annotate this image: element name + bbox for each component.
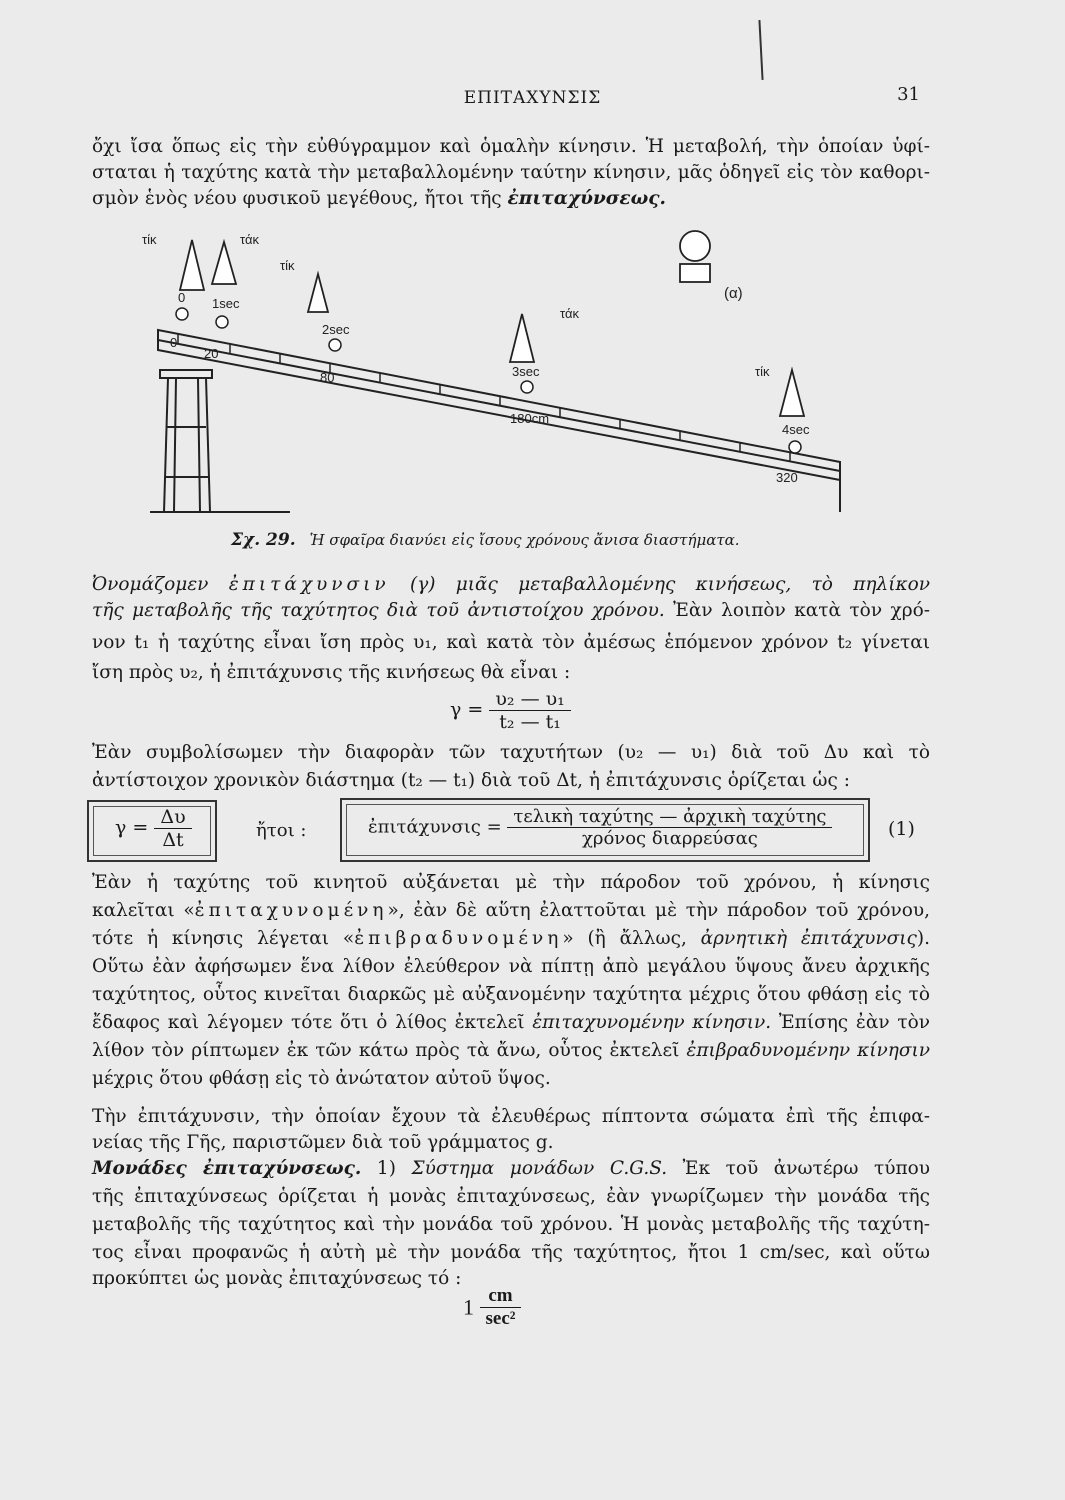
equation-fraction <box>507 806 832 849</box>
term-epitaxynsis: ἐπιτάχυνσιν <box>228 574 390 595</box>
tick-label: τίκ <box>280 258 295 273</box>
tick-label: τίκ <box>142 232 157 247</box>
caption-label: Σχ. 29. <box>231 530 296 550</box>
text-run: » (ἢ ἄλλως, <box>562 928 701 949</box>
stool-leg <box>206 378 210 512</box>
stool-seat <box>160 370 212 378</box>
term-acceleration: ἐπιταχύνσεως. <box>507 188 667 209</box>
metronome-icon <box>212 242 236 284</box>
paragraph-motion-line3 <box>92 926 930 952</box>
tick-label: τίκ <box>755 364 770 379</box>
paragraph-motion-line1: Ἐὰν ἡ ταχύτης τοῦ κινητοῦ αὐξάνεται μὲ τὴν πάροδον τοῦ χρόνου, ἡ κίνησις <box>92 872 930 893</box>
paragraph-delta-line1: Ἐὰν συμβολίσωμεν τὴν διαφορὰν τῶν ταχυτήτων (υ₂ — υ₁) διὰ τοῦ Δυ καὶ τὸ <box>92 742 930 763</box>
equation-number: (1) <box>888 818 915 840</box>
term-cgs-system: Σύστημα μονάδων C.G.S. <box>411 1158 668 1179</box>
paragraph-gravity-line1: Τὴν ἐπιτάχυνσιν, τὴν ὁποίαν ἔχουν τὰ ἐλευθέρως πίπτοντα σώματα ἐπὶ τῆς ἐπιφα- <box>92 1106 930 1127</box>
text-run: καλεῖται « <box>92 900 195 921</box>
text-run: Ἐπίσης ἐὰν τὸν <box>771 1012 930 1033</box>
time-label-3: 3sec <box>512 364 540 379</box>
term-negative-acceleration: ἀρνητικὴ ἐπιτάχυνσις <box>700 928 917 949</box>
text-run: τῆς μεταβολῆς τῆς ταχύτητος διὰ τοῦ ἀντιστοίχου χρόνου. <box>92 600 665 621</box>
fraction-numerator: τελικὴ ταχύτης — ἀρχικὴ ταχύτης <box>507 806 832 828</box>
figure-29-inclined-plane <box>140 222 860 522</box>
equation-lhs: γ = <box>450 698 484 721</box>
text-run: Ὀνομάζομεν <box>92 574 229 595</box>
ball-position-0 <box>176 308 188 320</box>
plank-groove <box>158 340 840 471</box>
equation-fraction <box>154 806 191 851</box>
stool-leg <box>174 378 176 512</box>
paragraph-motion-line8: μέχρις ὅτου φθάσῃ εἰς τὸ ἀνώτατον αὐτοῦ ὕψος. <box>92 1068 551 1089</box>
text-run: (γ) μιᾶς μεταβαλλομένης κινήσεως, τὸ πηλίκον <box>389 574 930 595</box>
page-number: 31 <box>897 84 920 105</box>
time-label-4: 4sec <box>782 422 810 437</box>
formula-verbal <box>368 806 832 849</box>
ball-position-2 <box>329 339 341 351</box>
ball-position-1 <box>216 316 228 328</box>
paragraph-motion-line6 <box>92 1010 930 1036</box>
metronome-icon <box>510 314 534 362</box>
text-run: Ἐκ τοῦ ἀνωτέρω τύπου <box>667 1158 931 1179</box>
text-run: ἔδαφος καὶ λέγομεν τότε ὅτι ὁ λίθος ἐκτελεῖ <box>92 1012 533 1033</box>
paragraph-motion-line5: ταχύτητος, οὗτος κινεῖται διαρκῶς μὲ αὐξανομένην ταχύτητα μέχρις ὅτου φθάσῃ εἰς τὸ <box>92 984 930 1005</box>
term-accelerated: ἐπιταχυνομένη <box>194 900 388 921</box>
equation-acceleration <box>450 688 571 733</box>
text-run: Ἐὰν λοιπὸν κατὰ τὸν χρό- <box>664 600 930 621</box>
paragraph-delta-line2: ἀντίστοιχον χρονικὸν διάστημα (t₂ — t₁) διὰ τοῦ Δt, ἡ ἐπιτάχυνσις ὁρίζεται ὡς : <box>92 770 850 791</box>
distance-label-320: 320 <box>776 470 798 485</box>
definition-line4: ἴση πρὸς υ₂, ἡ ἐπιτάχυνσις τῆς κινήσεως θὰ εἶναι : <box>92 662 571 683</box>
metronome-icon <box>308 274 328 312</box>
paragraph-units-line4: τος εἶναι προφανῶς ἡ αὐτὴ μὲ τὴν μονάδα τῆς ταχύτητος, ἤτοι 1 cm/sec, καὶ οὕτω <box>92 1242 930 1263</box>
page-header <box>0 80 1065 110</box>
distance-label-80: 80 <box>320 370 335 385</box>
time-label-0: 0 <box>178 290 186 305</box>
distance-label-0: 0 <box>170 335 178 350</box>
paragraph-units-line5: προκύπτει ὡς μονὰς ἐπιταχύνσεως τό : <box>92 1268 462 1289</box>
fraction-numerator: cm <box>480 1285 522 1308</box>
distance-label-20: 20 <box>204 346 219 361</box>
equation-lhs: γ = <box>115 816 149 839</box>
paragraph-units-line1 <box>92 1156 930 1182</box>
paragraph-intro-line1: ὄχι ἴσα ὅπως εἰς τὴν εὐθύγραμμον καὶ ὁμαλὴν κίνησιν. Ἡ μεταβολή, τὴν ὁποίαν ὑφί- <box>92 136 930 157</box>
fraction-numerator: Δυ <box>154 806 191 829</box>
text-run: », ἐὰν δὲ αὕτη ἐλαττοῦται μὲ τὴν πάροδον τοῦ χρόνου, <box>387 900 930 921</box>
term-accelerated-motion: ἐπιταχυνομένην κίνησιν. <box>532 1012 772 1033</box>
ball-stand <box>680 264 710 282</box>
stool-leg <box>198 378 200 512</box>
connector-text: ἤτοι : <box>256 820 307 841</box>
definition-line1 <box>92 572 930 598</box>
term-decelerated-motion: ἐπιβραδυνομένην κίνησιν <box>686 1040 930 1061</box>
time-label-2: 2sec <box>322 322 350 337</box>
tock-label: τάκ <box>240 232 259 247</box>
text-run: 1) <box>361 1158 412 1179</box>
text-run: λίθον τὸν ρίπτωμεν ἐκ τῶν κάτω πρὸς τὰ ἄνω, οὗτος ἐκτελεῖ <box>92 1040 687 1061</box>
paragraph-gravity-line2: νείας τῆς Γῆς, παριστῶμεν διὰ τοῦ γράμματος g. <box>92 1132 554 1153</box>
caption-text: Ἡ σφαῖρα διανύει εἰς ἴσους χρόνους ἄνισα διαστήματα. <box>309 531 740 549</box>
fraction-numerator: υ₂ — υ₁ <box>489 688 570 711</box>
unit-coefficient: 1 <box>463 1294 474 1320</box>
distance-label-180: 180cm <box>510 411 550 426</box>
metronome-icon <box>780 370 804 416</box>
scan-mark <box>758 20 763 80</box>
paragraph-motion-line7 <box>92 1038 930 1064</box>
ball-position-3 <box>521 381 533 393</box>
term-decelerated: ἐπιβραδυνομένη <box>354 928 563 949</box>
definition-line3: νον t₁ ἡ ταχύτης εἶναι ἴση πρὸς υ₁, καὶ κατὰ τὸν ἀμέσως ἑπόμενον χρόνον t₂ γίνεται <box>92 632 930 653</box>
metronome-icon <box>180 240 204 290</box>
equation-fraction <box>489 688 570 733</box>
equation-lhs: ἐπιτάχυνσις = <box>368 816 502 838</box>
paragraph-intro-line3 <box>92 186 930 212</box>
paragraph-units-line2: τῆς ἐπιταχύνσεως ὁρίζεται ἡ μονὰς ἐπιταχύνσεως, ἐὰν γνωρίζωμεν τὴν μονάδα τῆς <box>92 1186 930 1207</box>
paragraph-motion-line2 <box>92 898 930 924</box>
ball-position-4 <box>789 441 801 453</box>
formula-symbolic <box>115 806 192 851</box>
running-title: ΕΠΙΤΑΧΥΝΣΙΣ <box>463 88 602 108</box>
tock-label: τάκ <box>560 306 579 321</box>
paragraph-intro-line2: σταται ἡ ταχύτης κατὰ τὴν μεταβαλλομένην ταύτην κίνησιν, μᾶς ὁδηγεῖ εἰς τὸν καθορι- <box>92 162 930 183</box>
fraction-denominator: sec² <box>485 1308 516 1329</box>
text-run: τότε ἡ κίνησις λέγεται « <box>92 928 355 949</box>
figure-caption <box>231 530 740 550</box>
paragraph-units-line3: μεταβολῆς τῆς ταχύτητος καὶ τὴν μονάδα τοῦ χρόνου. Ἡ μονὰς μεταβολῆς τῆς ταχύτη- <box>92 1214 930 1235</box>
section-heading-units: Μονάδες ἐπιταχύνσεως. <box>92 1158 362 1179</box>
fraction-denominator: t₂ — t₁ <box>499 711 561 733</box>
text-run: σμὸν ἑνὸς νέου φυσικοῦ μεγέθους, ἤτοι τῆς <box>92 188 508 209</box>
part-label: (α) <box>724 285 743 302</box>
fraction-denominator: χρόνος διαρρεύσας <box>581 828 758 849</box>
time-label-1: 1sec <box>212 296 240 311</box>
ball-on-stand <box>680 231 710 261</box>
unit-fraction <box>480 1285 522 1330</box>
fraction-denominator: Δt <box>162 829 184 851</box>
paragraph-motion-line4: Οὕτω ἐὰν ἀφήσωμεν ἕνα λίθον ἐλεύθερον νὰ πίπτῃ ἀπὸ μεγάλου ὕψους ἄνευ ἀρχικῆς <box>92 956 930 977</box>
unit-cm-per-sec2 <box>463 1285 521 1330</box>
definition-line2 <box>92 598 930 624</box>
stool-leg <box>164 378 168 512</box>
text-run: ). <box>916 928 930 949</box>
